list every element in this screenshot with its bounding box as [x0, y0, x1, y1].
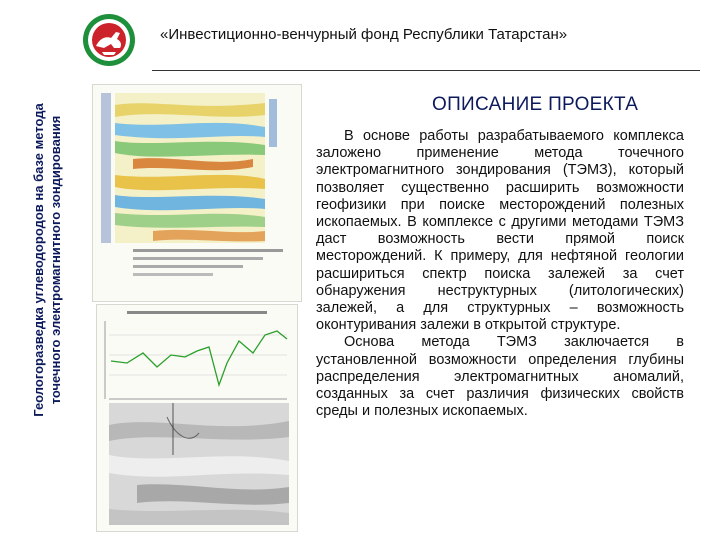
description-paragraph-1: В основе работы разрабатываемого комплекса заложено применение метода точечного электромагнитного зондирования (ТЭМЗ), который позволяет существенно расширить возможности геофизики при поиске месторождений полезных ископаемых. В комплексе с другими методами ТЭМЗ даст возможность вести прямой поиск месторождений. К примеру, для нефтяной геологии расшириться спектр поиска залежей за счет обнаружения неструктурных (литологических) залежей, а для структурных – возможность оконтуривания залежи в открытой структуре.	[316, 128, 684, 334]
header-divider	[152, 70, 700, 71]
project-description	[316, 128, 684, 420]
geophysical-section-figure	[92, 84, 302, 302]
vertical-project-title	[12, 50, 82, 470]
tatarstan-emblem-logo	[80, 12, 138, 68]
header-fund-title: «Инвестиционно-венчурный фонд Республики Татарстан»	[160, 26, 568, 43]
vertical-title-line1: Геологоразведка углеводородов на базе метода	[31, 103, 47, 417]
temz-profile-figure	[96, 304, 298, 532]
description-paragraph-2: Основа метода ТЭМЗ заключается в установленной возможности определения глубины распределения электромагнитных аномалий, созданных за счет различия физических свойств среды и полезных ископаемых.	[316, 334, 684, 420]
vertical-title-line2: точечного электромагнитного зондирования	[48, 115, 64, 405]
section-heading: ОПИСАНИЕ ПРОЕКТА	[432, 94, 639, 115]
